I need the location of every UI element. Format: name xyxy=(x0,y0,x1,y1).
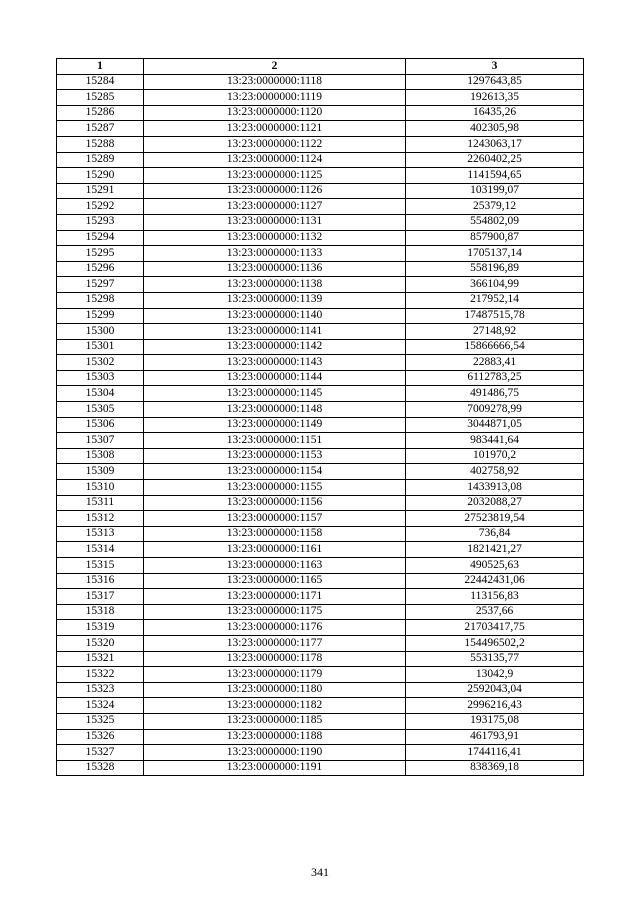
cadastral-number-cell: 13:23:0000000:1171 xyxy=(144,589,406,605)
cadastral-number-cell: 13:23:0000000:1185 xyxy=(144,713,406,729)
value-cell: 491486,75 xyxy=(406,386,584,402)
value-cell: 22883,41 xyxy=(406,355,584,371)
row-number-cell: 15284 xyxy=(57,74,144,90)
cadastral-number-cell: 13:23:0000000:1178 xyxy=(144,651,406,667)
row-number-cell: 15304 xyxy=(57,386,144,402)
cadastral-number-cell: 13:23:0000000:1145 xyxy=(144,386,406,402)
cadastral-number-cell: 13:23:0000000:1120 xyxy=(144,105,406,121)
row-number-cell: 15319 xyxy=(57,620,144,636)
value-cell: 27148,92 xyxy=(406,324,584,340)
cadastral-number-cell: 13:23:0000000:1118 xyxy=(144,74,406,90)
table-row xyxy=(57,417,584,433)
table-row xyxy=(57,682,584,698)
row-number-cell: 15326 xyxy=(57,729,144,745)
row-number-cell: 15296 xyxy=(57,261,144,277)
value-cell: 1141594,65 xyxy=(406,168,584,184)
cadastral-number-cell: 13:23:0000000:1190 xyxy=(144,745,406,761)
value-cell: 402758,92 xyxy=(406,464,584,480)
row-number-cell: 15324 xyxy=(57,698,144,714)
row-number-cell: 15297 xyxy=(57,277,144,293)
row-number-cell: 15317 xyxy=(57,589,144,605)
value-cell: 17487515,78 xyxy=(406,308,584,324)
table-row xyxy=(57,526,584,542)
row-number-cell: 15323 xyxy=(57,682,144,698)
cadastral-number-cell: 13:23:0000000:1122 xyxy=(144,136,406,152)
value-cell: 983441,64 xyxy=(406,433,584,449)
value-cell: 1705137,14 xyxy=(406,246,584,262)
table-row xyxy=(57,183,584,199)
row-number-cell: 15299 xyxy=(57,308,144,324)
value-cell: 2260402,25 xyxy=(406,152,584,168)
table-row xyxy=(57,90,584,106)
row-number-cell: 15302 xyxy=(57,355,144,371)
cadastral-number-cell: 13:23:0000000:1143 xyxy=(144,355,406,371)
column-header-3: 3 xyxy=(406,59,584,75)
value-cell: 490525,63 xyxy=(406,558,584,574)
table-row xyxy=(57,698,584,714)
value-cell: 25379,12 xyxy=(406,199,584,215)
row-number-cell: 15318 xyxy=(57,604,144,620)
row-number-cell: 15306 xyxy=(57,417,144,433)
value-cell: 736,84 xyxy=(406,526,584,542)
table-row xyxy=(57,464,584,480)
cadastral-number-cell: 13:23:0000000:1131 xyxy=(144,214,406,230)
cadastral-number-cell: 13:23:0000000:1154 xyxy=(144,464,406,480)
row-number-cell: 15307 xyxy=(57,433,144,449)
row-number-cell: 15298 xyxy=(57,292,144,308)
row-number-cell: 15321 xyxy=(57,651,144,667)
cadastral-number-cell: 13:23:0000000:1157 xyxy=(144,511,406,527)
table-row xyxy=(57,480,584,496)
table-row xyxy=(57,105,584,121)
column-header-1: 1 xyxy=(57,59,144,75)
row-number-cell: 15290 xyxy=(57,168,144,184)
table-row xyxy=(57,324,584,340)
row-number-cell: 15305 xyxy=(57,402,144,418)
table-row xyxy=(57,651,584,667)
table-row xyxy=(57,230,584,246)
value-cell: 192613,35 xyxy=(406,90,584,106)
table-row xyxy=(57,402,584,418)
row-number-cell: 15291 xyxy=(57,183,144,199)
row-number-cell: 15328 xyxy=(57,760,144,776)
cadastral-number-cell: 13:23:0000000:1175 xyxy=(144,604,406,620)
cadastral-number-cell: 13:23:0000000:1191 xyxy=(144,760,406,776)
cadastral-number-cell: 13:23:0000000:1136 xyxy=(144,261,406,277)
table-row xyxy=(57,604,584,620)
row-number-cell: 15295 xyxy=(57,246,144,262)
column-header-2: 2 xyxy=(144,59,406,75)
table-row xyxy=(57,168,584,184)
table-row xyxy=(57,339,584,355)
cadastral-number-cell: 13:23:0000000:1139 xyxy=(144,292,406,308)
row-number-cell: 15320 xyxy=(57,635,144,651)
value-cell: 553135,77 xyxy=(406,651,584,667)
cadastral-number-cell: 13:23:0000000:1165 xyxy=(144,573,406,589)
table-row xyxy=(57,635,584,651)
table-row xyxy=(57,292,584,308)
row-number-cell: 15300 xyxy=(57,324,144,340)
cadastral-number-cell: 13:23:0000000:1144 xyxy=(144,370,406,386)
value-cell: 27523819,54 xyxy=(406,511,584,527)
row-number-cell: 15286 xyxy=(57,105,144,121)
value-cell: 366104,99 xyxy=(406,277,584,293)
cadastral-number-cell: 13:23:0000000:1132 xyxy=(144,230,406,246)
value-cell: 1821421,27 xyxy=(406,542,584,558)
row-number-cell: 15311 xyxy=(57,495,144,511)
row-number-cell: 15316 xyxy=(57,573,144,589)
value-cell: 16435,26 xyxy=(406,105,584,121)
row-number-cell: 15294 xyxy=(57,230,144,246)
row-number-cell: 15325 xyxy=(57,713,144,729)
value-cell: 15866666,54 xyxy=(406,339,584,355)
row-number-cell: 15322 xyxy=(57,667,144,683)
value-cell: 2996216,43 xyxy=(406,698,584,714)
value-cell: 103199,07 xyxy=(406,183,584,199)
cadastral-number-cell: 13:23:0000000:1126 xyxy=(144,183,406,199)
value-cell: 857900,87 xyxy=(406,230,584,246)
row-number-cell: 15288 xyxy=(57,136,144,152)
cadastral-number-cell: 13:23:0000000:1149 xyxy=(144,417,406,433)
cadastral-number-cell: 13:23:0000000:1163 xyxy=(144,558,406,574)
cadastral-number-cell: 13:23:0000000:1142 xyxy=(144,339,406,355)
value-cell: 402305,98 xyxy=(406,121,584,137)
table-header-row xyxy=(57,59,584,75)
row-number-cell: 15308 xyxy=(57,448,144,464)
table-row xyxy=(57,74,584,90)
cadastral-number-cell: 13:23:0000000:1119 xyxy=(144,90,406,106)
table-row xyxy=(57,370,584,386)
table-row xyxy=(57,558,584,574)
cadastral-number-cell: 13:23:0000000:1153 xyxy=(144,448,406,464)
table-row xyxy=(57,277,584,293)
table-row xyxy=(57,308,584,324)
table-row xyxy=(57,152,584,168)
row-number-cell: 15285 xyxy=(57,90,144,106)
table-row xyxy=(57,667,584,683)
row-number-cell: 15301 xyxy=(57,339,144,355)
cadastral-number-cell: 13:23:0000000:1127 xyxy=(144,199,406,215)
row-number-cell: 15312 xyxy=(57,511,144,527)
cadastral-number-cell: 13:23:0000000:1124 xyxy=(144,152,406,168)
value-cell: 2032088,27 xyxy=(406,495,584,511)
cadastral-number-cell: 13:23:0000000:1148 xyxy=(144,402,406,418)
value-cell: 2592043,04 xyxy=(406,682,584,698)
row-number-cell: 15293 xyxy=(57,214,144,230)
row-number-cell: 15292 xyxy=(57,199,144,215)
table-row xyxy=(57,589,584,605)
value-cell: 193175,08 xyxy=(406,713,584,729)
table-row xyxy=(57,745,584,761)
value-cell: 13042,9 xyxy=(406,667,584,683)
cadastral-number-cell: 13:23:0000000:1125 xyxy=(144,168,406,184)
table-row xyxy=(57,713,584,729)
value-cell: 461793,91 xyxy=(406,729,584,745)
value-cell: 6112783,25 xyxy=(406,370,584,386)
cadastral-number-cell: 13:23:0000000:1138 xyxy=(144,277,406,293)
table-body xyxy=(57,74,584,776)
table-row xyxy=(57,542,584,558)
table-row xyxy=(57,261,584,277)
cadastral-number-cell: 13:23:0000000:1158 xyxy=(144,526,406,542)
row-number-cell: 15314 xyxy=(57,542,144,558)
cadastral-number-cell: 13:23:0000000:1151 xyxy=(144,433,406,449)
table-row xyxy=(57,136,584,152)
table-row xyxy=(57,729,584,745)
table-row xyxy=(57,199,584,215)
table-row xyxy=(57,433,584,449)
cadastral-number-cell: 13:23:0000000:1121 xyxy=(144,121,406,137)
row-number-cell: 15313 xyxy=(57,526,144,542)
table-row xyxy=(57,760,584,776)
value-cell: 21703417,75 xyxy=(406,620,584,636)
cadastral-number-cell: 13:23:0000000:1179 xyxy=(144,667,406,683)
row-number-cell: 15315 xyxy=(57,558,144,574)
table-row xyxy=(57,448,584,464)
value-cell: 22442431,06 xyxy=(406,573,584,589)
table-row xyxy=(57,355,584,371)
table-row xyxy=(57,214,584,230)
value-cell: 217952,14 xyxy=(406,292,584,308)
value-cell: 1243063,17 xyxy=(406,136,584,152)
cadastral-number-cell: 13:23:0000000:1161 xyxy=(144,542,406,558)
value-cell: 113156,83 xyxy=(406,589,584,605)
table-row xyxy=(57,573,584,589)
cadastral-number-cell: 13:23:0000000:1180 xyxy=(144,682,406,698)
row-number-cell: 15309 xyxy=(57,464,144,480)
table-row xyxy=(57,495,584,511)
value-cell: 2537,66 xyxy=(406,604,584,620)
row-number-cell: 15287 xyxy=(57,121,144,137)
value-cell: 1433913,08 xyxy=(406,480,584,496)
value-cell: 1744116,41 xyxy=(406,745,584,761)
cadastral-number-cell: 13:23:0000000:1176 xyxy=(144,620,406,636)
value-cell: 7009278,99 xyxy=(406,402,584,418)
value-cell: 1297643,85 xyxy=(406,74,584,90)
table-row xyxy=(57,246,584,262)
table-row xyxy=(57,620,584,636)
cadastral-number-cell: 13:23:0000000:1141 xyxy=(144,324,406,340)
row-number-cell: 15327 xyxy=(57,745,144,761)
value-cell: 101970,2 xyxy=(406,448,584,464)
cadastral-number-cell: 13:23:0000000:1177 xyxy=(144,635,406,651)
value-cell: 154496502,2 xyxy=(406,635,584,651)
cadastral-number-cell: 13:23:0000000:1188 xyxy=(144,729,406,745)
value-cell: 838369,18 xyxy=(406,760,584,776)
row-number-cell: 15303 xyxy=(57,370,144,386)
page-number: 341 xyxy=(311,865,329,879)
row-number-cell: 15289 xyxy=(57,152,144,168)
cadastral-number-cell: 13:23:0000000:1182 xyxy=(144,698,406,714)
cadastral-number-cell: 13:23:0000000:1156 xyxy=(144,495,406,511)
value-cell: 558196,89 xyxy=(406,261,584,277)
row-number-cell: 15310 xyxy=(57,480,144,496)
cadastral-number-cell: 13:23:0000000:1140 xyxy=(144,308,406,324)
table-row xyxy=(57,511,584,527)
cadastral-table xyxy=(56,58,584,776)
table-row xyxy=(57,386,584,402)
cadastral-number-cell: 13:23:0000000:1133 xyxy=(144,246,406,262)
value-cell: 554802,09 xyxy=(406,214,584,230)
value-cell: 3044871,05 xyxy=(406,417,584,433)
table-row xyxy=(57,121,584,137)
cadastral-number-cell: 13:23:0000000:1155 xyxy=(144,480,406,496)
